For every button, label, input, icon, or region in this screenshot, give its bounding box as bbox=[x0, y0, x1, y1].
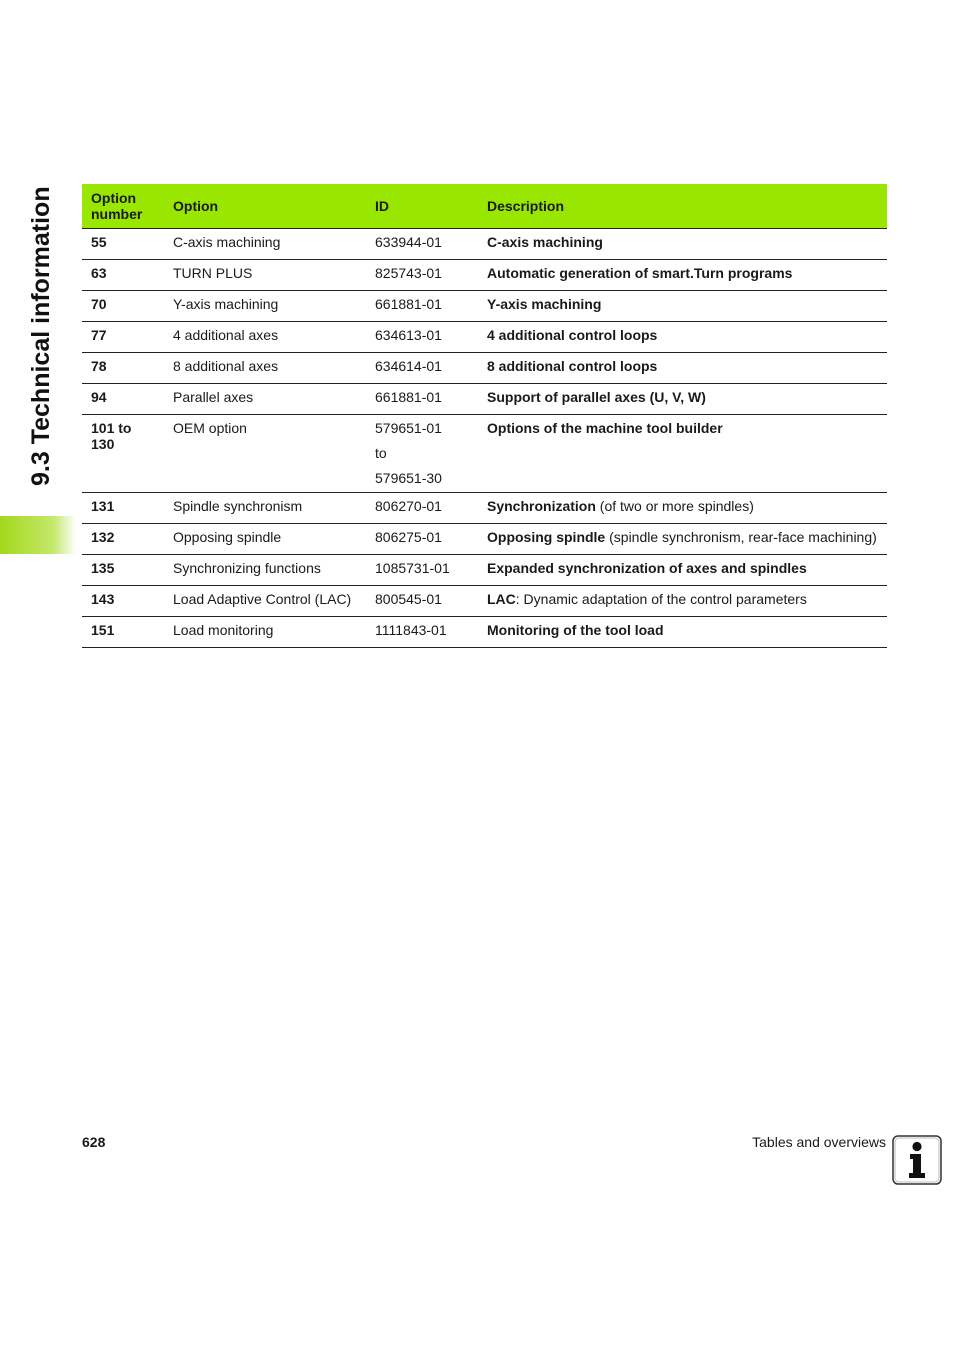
description-cell bbox=[478, 291, 887, 322]
description-title: Expanded synchronization of axes and spindles bbox=[487, 560, 807, 576]
description-title: Support of parallel axes (U, V, W) bbox=[487, 389, 706, 405]
option-id-cell bbox=[366, 353, 478, 384]
description-cell bbox=[478, 415, 887, 493]
description-title: Options of the machine tool builder bbox=[487, 420, 723, 436]
footer-section-title: Tables and overviews bbox=[752, 1134, 886, 1150]
chapter-tab-marker bbox=[0, 516, 76, 554]
option-id: 1085731-01 bbox=[375, 560, 450, 576]
table-row bbox=[82, 322, 887, 353]
option-id-cell bbox=[366, 617, 478, 648]
option-name-cell: Synchronizing functions bbox=[164, 555, 366, 586]
option-number-cell: 101 to 130 bbox=[82, 415, 164, 493]
header-description: Description bbox=[478, 184, 887, 229]
header-id: ID bbox=[366, 184, 478, 229]
option-number-cell: 78 bbox=[82, 353, 164, 384]
table-row bbox=[82, 493, 887, 524]
option-number-cell: 151 bbox=[82, 617, 164, 648]
description-cell bbox=[478, 260, 887, 291]
description-detail: : Dynamic adaptation of the control parameters bbox=[515, 591, 807, 607]
table-row bbox=[82, 384, 887, 415]
description-cell bbox=[478, 353, 887, 384]
table-row bbox=[82, 617, 887, 648]
option-id: 800545-01 bbox=[375, 591, 442, 607]
option-name-cell: Spindle synchronism bbox=[164, 493, 366, 524]
option-id: 634613-01 bbox=[375, 327, 442, 343]
table-row bbox=[82, 415, 887, 493]
description-cell bbox=[478, 586, 887, 617]
option-id: 661881-01 bbox=[375, 389, 442, 405]
table-row bbox=[82, 260, 887, 291]
option-name-cell: C-axis machining bbox=[164, 229, 366, 260]
table-row bbox=[82, 586, 887, 617]
option-name-cell: Load Adaptive Control (LAC) bbox=[164, 586, 366, 617]
option-number-cell: 135 bbox=[82, 555, 164, 586]
option-id: 806270-01 bbox=[375, 498, 442, 514]
option-id-cell bbox=[366, 384, 478, 415]
header-option: Option bbox=[164, 184, 366, 229]
description-detail: (spindle synchronism, rear-face machining) bbox=[605, 529, 877, 545]
option-number-cell: 55 bbox=[82, 229, 164, 260]
options-table bbox=[82, 184, 887, 648]
description-cell bbox=[478, 524, 887, 555]
description-title: Monitoring of the tool load bbox=[487, 622, 664, 638]
option-number-cell: 131 bbox=[82, 493, 164, 524]
table-row bbox=[82, 555, 887, 586]
description-title: 8 additional control loops bbox=[487, 358, 658, 374]
option-number-cell: 143 bbox=[82, 586, 164, 617]
table-row bbox=[82, 524, 887, 555]
description-title: Synchronization bbox=[487, 498, 596, 514]
option-number-cell: 70 bbox=[82, 291, 164, 322]
header-option-number: Option number bbox=[82, 184, 164, 229]
option-name-cell: Y-axis machining bbox=[164, 291, 366, 322]
option-id-cell bbox=[366, 415, 478, 493]
option-id-cell bbox=[366, 322, 478, 353]
info-icon bbox=[892, 1135, 942, 1185]
option-name-cell: TURN PLUS bbox=[164, 260, 366, 291]
option-number-cell: 77 bbox=[82, 322, 164, 353]
description-cell bbox=[478, 617, 887, 648]
description-title: 4 additional control loops bbox=[487, 327, 658, 343]
description-title: Y-axis machining bbox=[487, 296, 602, 312]
table-body bbox=[82, 229, 887, 648]
page-number: 628 bbox=[82, 1134, 106, 1150]
option-id-cell bbox=[366, 524, 478, 555]
option-id: 579651-01 bbox=[375, 420, 442, 436]
option-id: 825743-01 bbox=[375, 265, 442, 281]
option-id-cell bbox=[366, 291, 478, 322]
table-header-row bbox=[82, 184, 887, 229]
option-name-cell: 4 additional axes bbox=[164, 322, 366, 353]
description-detail: (of two or more spindles) bbox=[595, 498, 754, 514]
table-row bbox=[82, 353, 887, 384]
option-name-cell: OEM option bbox=[164, 415, 366, 493]
description-title: Opposing spindle bbox=[487, 529, 606, 545]
option-id: 633944-01 bbox=[375, 234, 442, 250]
description-cell bbox=[478, 322, 887, 353]
option-id-cell bbox=[366, 586, 478, 617]
description-cell bbox=[478, 555, 887, 586]
option-name-cell: Parallel axes bbox=[164, 384, 366, 415]
table-row bbox=[82, 291, 887, 322]
option-name-cell: Opposing spindle bbox=[164, 524, 366, 555]
option-id: 806275-01 bbox=[375, 529, 442, 545]
description-title: Automatic generation of smart.Turn programs bbox=[487, 265, 793, 281]
option-number-cell: 63 bbox=[82, 260, 164, 291]
option-name-cell: 8 additional axes bbox=[164, 353, 366, 384]
description-cell bbox=[478, 229, 887, 260]
description-cell bbox=[478, 384, 887, 415]
option-id-cell bbox=[366, 493, 478, 524]
chapter-side-title: 9.3 Technical information bbox=[27, 186, 55, 486]
option-number-cell: 132 bbox=[82, 524, 164, 555]
option-name-cell: Load monitoring bbox=[164, 617, 366, 648]
option-id: 661881-01 bbox=[375, 296, 442, 312]
option-id: 1111843-01 bbox=[375, 622, 447, 638]
option-id-cell bbox=[366, 260, 478, 291]
option-id-cell bbox=[366, 229, 478, 260]
description-cell bbox=[478, 493, 887, 524]
option-id: to bbox=[375, 445, 387, 461]
description-title: LAC bbox=[487, 591, 516, 607]
option-id: 579651-30 bbox=[375, 470, 442, 486]
option-id: 634614-01 bbox=[375, 358, 442, 374]
option-id-cell bbox=[366, 555, 478, 586]
option-number-cell: 94 bbox=[82, 384, 164, 415]
description-title: C-axis machining bbox=[487, 234, 603, 250]
table-row bbox=[82, 229, 887, 260]
